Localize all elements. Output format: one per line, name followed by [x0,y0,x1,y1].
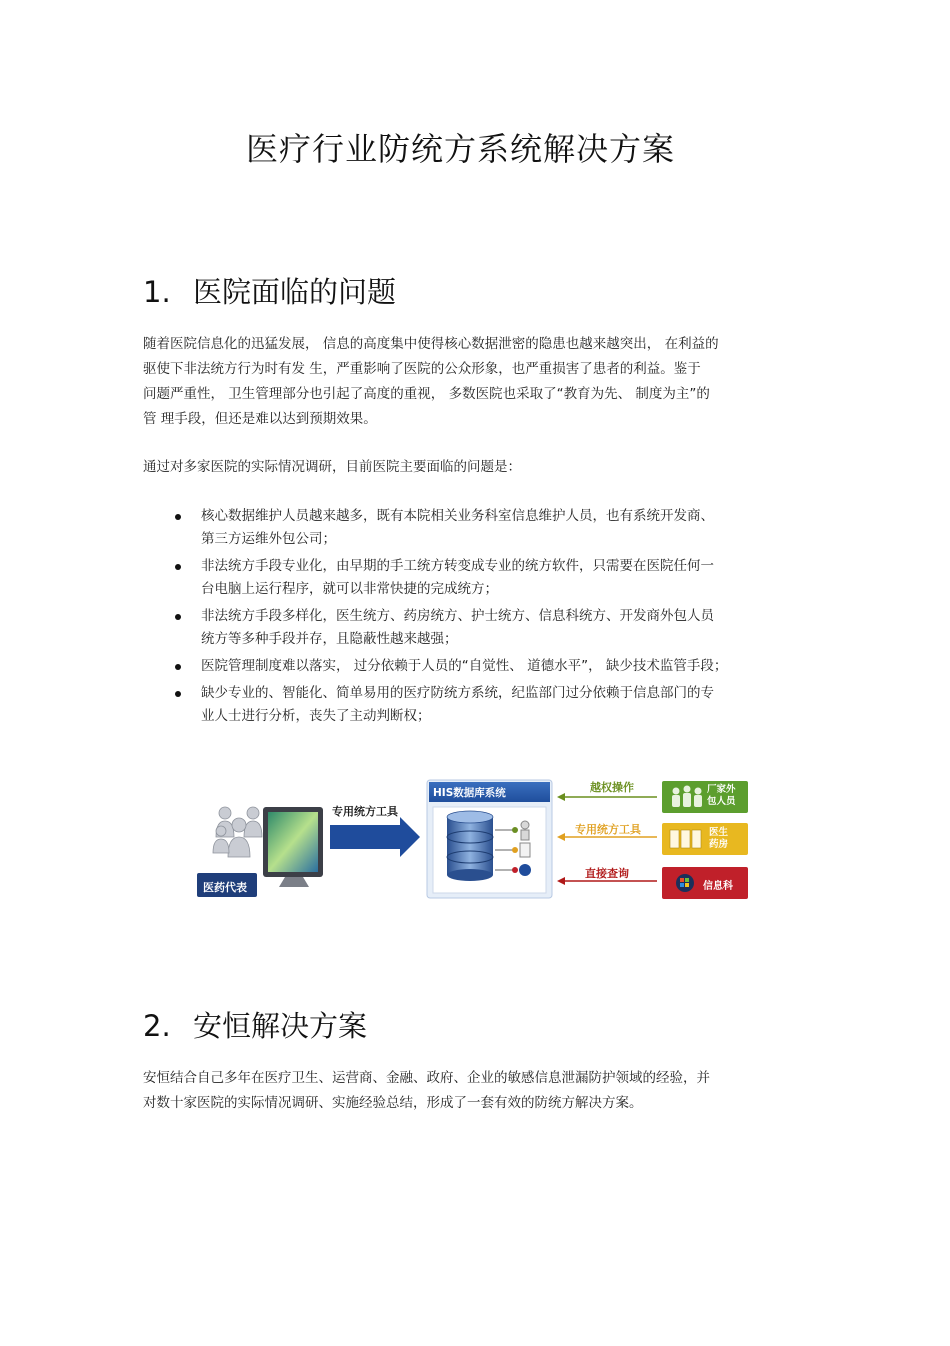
target-line: 药房 [709,839,729,850]
statistics-threat-diagram [195,775,755,905]
paragraph-line: 驱使下非法统方行为时有发 生，严重影响了医院的公众形象，也严重损害了患者的利益。鉴于 [143,361,701,377]
windows-logo-icon [676,874,694,892]
target-it-department: 信息科 [703,881,733,892]
target-vendor-outsourcing [707,784,747,808]
list-item-line: 非法统方手段多样化，医生统方、药房统方、护士统方、信息科统方、开发商外包人员 [201,608,714,624]
list-item-line: 非法统方手段专业化，由早期的手工统方转变成专业的统方软件，只需要在医院任何一 [201,558,714,574]
flow-label-query: 直接查询 [585,867,629,880]
people-group-icon [213,807,262,857]
document-title: 医疗行业防统方系统解决方案 [246,130,676,168]
section-1-title: 医院面临的问题 [193,275,397,309]
bullet-dot [175,691,181,697]
problem-list [143,505,823,732]
db-system-title: HIS数据库系统 [433,787,506,799]
paragraph-line: 安恒结合自己多年在医疗卫生、运营商、金融、政府、企业的敏感信息泄漏防护领域的经验，并 [143,1070,710,1086]
section-2-number: 2. [143,1009,171,1043]
list-item-line: 统方等多种手段并存，且隐蔽性越来越强； [201,631,458,647]
target-line: 厂家外 [707,784,736,795]
paragraph-line: 随着医院信息化的迅猛发展， 信息的高度集中使得核心数据泄密的隐患也越来越突出， 在利益的 [143,336,719,352]
documents-icon [670,830,701,848]
pharma-rep-label: 医药代表 [203,881,247,894]
target-doctor-pharmacy [709,827,745,851]
computer-monitor-icon [263,807,323,887]
section-1-paragraph-1 [143,332,803,432]
list-item-line: 缺少专业的、智能化、简单易用的医疗防统方系统，纪监部门过分依赖于信息部门的专 [201,685,714,701]
section-2-paragraph [143,1066,803,1116]
list-item [143,605,823,651]
tool-arrow-label: 专用统方工具 [332,805,398,818]
bullet-dot [175,664,181,670]
bullet-dot [175,614,181,620]
list-item [143,555,823,601]
paragraph-line: 管 理手段，但还是难以达到预期效果。 [143,411,377,427]
bullet-dot [175,514,181,520]
list-item-line: 医院管理制度难以落实， 过分依赖于人员的“自觉性、 道德水平”， 缺少技术监管手段； [201,658,728,674]
people-icon [672,786,702,808]
target-line: 医生 [709,827,729,838]
list-item-line: 第三方运维外包公司； [201,531,336,547]
paragraph-line: 对数十家医院的实际情况调研、实施经验总结，形成了一套有效的防统方解决方案。 [143,1095,643,1111]
section-1-heading [143,270,396,311]
bullet-dot [175,564,181,570]
arrow-right-icon [330,817,420,857]
database-icon [447,811,493,881]
target-line: 包人员 [707,796,736,807]
list-item [143,505,823,551]
section-2-title: 安恒解决方案 [193,1009,368,1043]
list-item [143,682,823,728]
section-1-number: 1. [143,275,171,309]
section-2-heading [143,1004,367,1045]
section-1-paragraph-2: 通过对多家医院的实际情况调研，目前医院主要面临的问题是： [143,459,521,475]
flow-label-unauthorized: 越权操作 [590,781,634,794]
list-item-line: 业人士进行分析，丧失了主动判断权； [201,708,431,724]
flow-label-tool: 专用统方工具 [575,823,641,836]
paragraph-line: 问题严重性， 卫生管理部分也引起了高度的重视， 多数医院也采取了“教育为先、 制度为主”的 [143,386,710,402]
list-item-line: 核心数据维护人员越来越多，既有本院相关业务科室信息维护人员，也有系统开发商、 [201,508,714,524]
list-item-line: 台电脑上运行程序，就可以非常快捷的完成统方； [201,581,498,597]
list-item [143,655,823,678]
